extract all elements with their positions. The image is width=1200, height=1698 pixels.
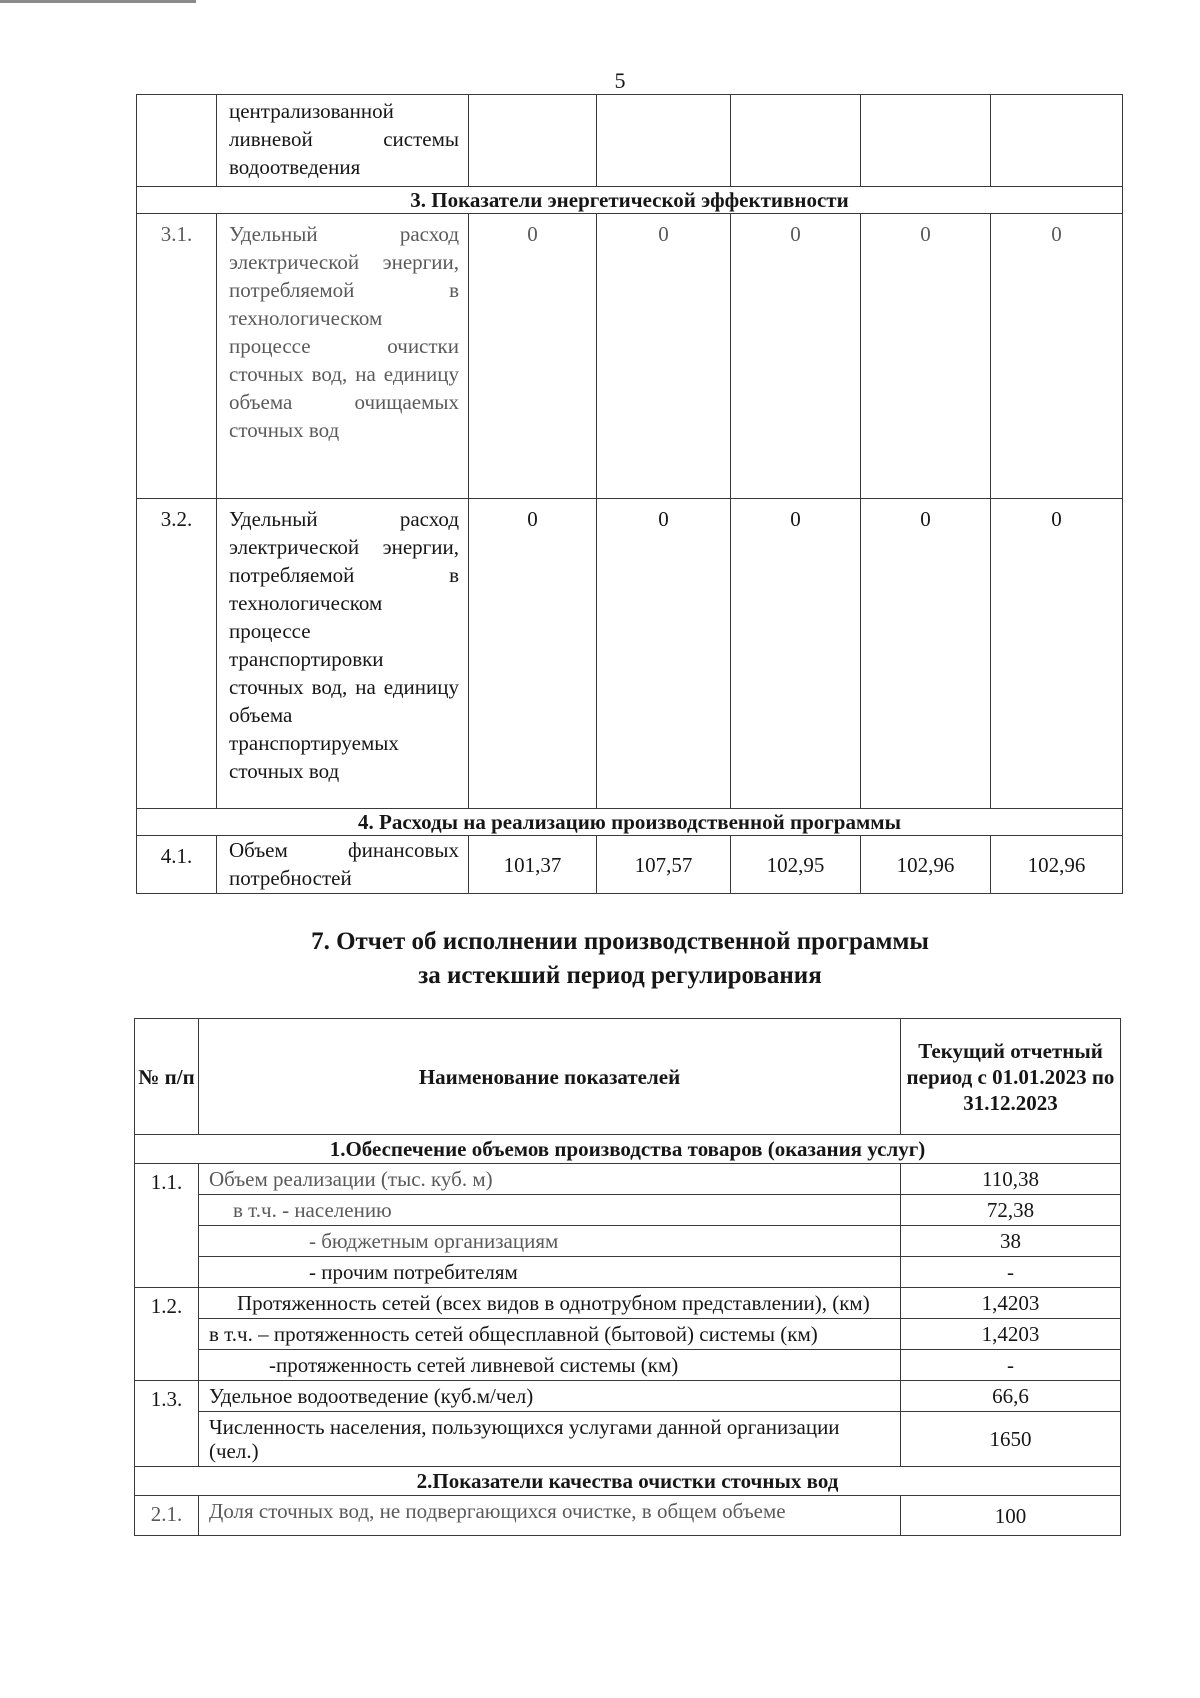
- header-row: [135, 1019, 1121, 1135]
- section-row-volumes: [135, 1135, 1121, 1164]
- section-title-quality: 2.Показатели качества очистки сточных вод: [135, 1467, 1121, 1496]
- indicators-table-continued: [136, 94, 1123, 894]
- report-table: [134, 1018, 1121, 1536]
- table-row-1-2: [135, 1288, 1121, 1319]
- report-title-line-2: за истекший период регулирования: [418, 962, 822, 989]
- cell-value-empty: [861, 95, 991, 187]
- table-row-1-2-combined: [135, 1319, 1121, 1350]
- header-num: № п/п: [135, 1019, 199, 1135]
- cell-value-empty: [731, 95, 861, 187]
- table-row-1-3-population: [135, 1412, 1121, 1467]
- cell-description: централизованной ливневой системы водоотведения: [217, 95, 469, 187]
- cell-value: 38: [901, 1226, 1121, 1257]
- cell-description: Объем финансовых потребностей: [217, 836, 469, 894]
- table-row-1-1: [135, 1164, 1121, 1195]
- cell-value: 72,38: [901, 1195, 1121, 1226]
- cell-value: 66,6: [901, 1381, 1121, 1412]
- cell-value: 100: [901, 1496, 1121, 1536]
- cell-description: Удельный расход электрической энергии, потребляемой в технологическом процессе очистки сточных вод, на единицу объема очищаемых сточных вод: [217, 214, 469, 499]
- cell-value: 102,96: [861, 836, 991, 894]
- cell-description: Удельный расход электрической энергии, потребляемой в технологическом процессе транспортировки сточных вод, на единицу объема транспортируемых сточных вод: [217, 499, 469, 809]
- cell-value: -: [901, 1257, 1121, 1288]
- section-row-expenses: [137, 809, 1123, 836]
- cell-value-empty: [597, 95, 731, 187]
- section-row-energy: [137, 187, 1123, 214]
- table-row-1-1-other: [135, 1257, 1121, 1288]
- cell-value: 102,96: [991, 836, 1123, 894]
- cell-name: - бюджетным организациям: [199, 1226, 901, 1257]
- cell-name: Численность населения, пользующихся услугами данной организации (чел.): [199, 1412, 901, 1467]
- cell-name: в т.ч. - населению: [199, 1195, 901, 1226]
- cell-value: 0: [861, 499, 991, 809]
- cell-value-empty: [991, 95, 1123, 187]
- section-title-volumes: 1.Обеспечение объемов производства товаров (оказания услуг): [135, 1135, 1121, 1164]
- cell-num: 3.1.: [137, 214, 217, 499]
- header-name: Наименование показателей: [199, 1019, 901, 1135]
- cell-name: Объем реализации (тыс. куб. м): [199, 1164, 901, 1195]
- cell-name: Протяженность сетей (всех видов в однотрубном представлении), (км): [199, 1288, 901, 1319]
- header-period: Текущий отчетный период с 01.01.2023 по 31.12.2023: [901, 1019, 1121, 1135]
- cell-num: 1.3.: [135, 1381, 199, 1467]
- cell-value: 1,4203: [901, 1288, 1121, 1319]
- cell-value: 0: [597, 499, 731, 809]
- cell-value: 107,57: [597, 836, 731, 894]
- cell-num: 1.2.: [135, 1288, 199, 1381]
- cell-name: Удельное водоотведение (куб.м/чел): [199, 1381, 901, 1412]
- table-row-3-2: [137, 499, 1123, 809]
- cell-num: 3.2.: [137, 499, 217, 809]
- cell-value: 0: [469, 214, 597, 499]
- cell-num-empty: [137, 95, 217, 187]
- cell-value: 101,37: [469, 836, 597, 894]
- cell-value: 0: [861, 214, 991, 499]
- cell-value: 0: [469, 499, 597, 809]
- table-row-4-1: [137, 836, 1123, 894]
- table-row-3-1: [137, 214, 1123, 499]
- cell-name: Доля сточных вод, не подвергающихся очистке, в общем объеме: [199, 1496, 901, 1536]
- cell-value: 0: [991, 499, 1123, 809]
- section-title-energy: 3. Показатели энергетической эффективности: [137, 187, 1123, 214]
- cell-value-empty: [469, 95, 597, 187]
- cell-value: 1,4203: [901, 1319, 1121, 1350]
- cell-value: -: [901, 1350, 1121, 1381]
- cell-value: 102,95: [731, 836, 861, 894]
- table-row-1-3: [135, 1381, 1121, 1412]
- section-title-expenses: 4. Расходы на реализацию производственной программы: [137, 809, 1123, 836]
- report-title-line-1: 7. Отчет об исполнении производственной программы: [311, 928, 929, 955]
- table-row-1-2-storm: [135, 1350, 1121, 1381]
- section-row-quality: [135, 1467, 1121, 1496]
- cell-num: 2.1.: [135, 1496, 199, 1536]
- cell-num: 4.1.: [137, 836, 217, 894]
- cell-name: в т.ч. – протяженность сетей общесплавной (бытовой) системы (км): [199, 1319, 901, 1350]
- cell-name: - прочим потребителям: [199, 1257, 901, 1288]
- table-row-continuation: [137, 95, 1123, 187]
- scan-edge-mark: [0, 0, 196, 3]
- cell-value: 0: [597, 214, 731, 499]
- table-row-1-1-population: [135, 1195, 1121, 1226]
- table-row-2-1: [135, 1496, 1121, 1536]
- page-number: 5: [614, 68, 626, 93]
- cell-value: 0: [731, 499, 861, 809]
- cell-name: -протяженность сетей ливневой системы (км): [199, 1350, 901, 1381]
- cell-value: 110,38: [901, 1164, 1121, 1195]
- table-row-1-1-budget: [135, 1226, 1121, 1257]
- cell-num: 1.1.: [135, 1164, 199, 1288]
- cell-value: 1650: [901, 1412, 1121, 1467]
- cell-value: 0: [991, 214, 1123, 499]
- cell-value: 0: [731, 214, 861, 499]
